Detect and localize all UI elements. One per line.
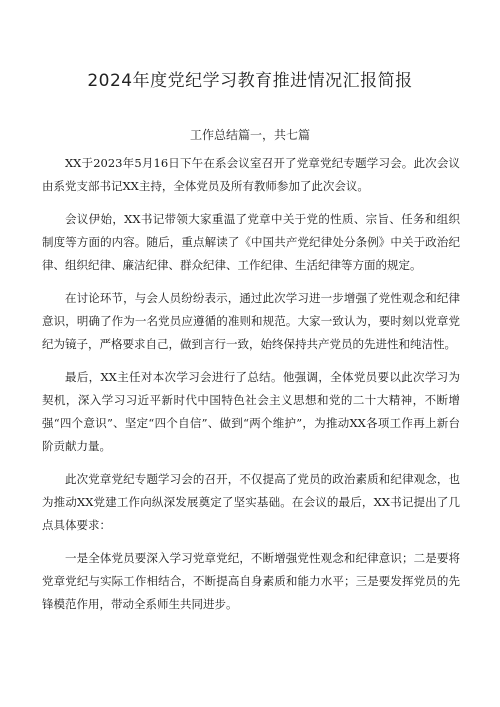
- paragraph-5: 此次党章党纪专题学习会的召开，不仅提高了党员的政治素质和纪律观念，也为推动XX党建工作向纵深发展奠定了坚实基础。在会议的最后，XX书记提出了几点具体要求：: [42, 472, 460, 532]
- document-subtitle: 工作总结篇一，共七篇: [189, 128, 310, 142]
- paragraph-1: XX于2023年5月16日下午在系会议室召开了党章党纪专题学习会。此次会议由系党支部书记XX主持，全体党员及所有教师参加了此次会议。: [42, 156, 460, 193]
- paragraph-6: 一是全体党员要深入学习党章党纪，不断增强党性观念和纪律意识；二是要将党章党纪与实际工作相结合，不断提高自身素质和能力水平；三是要发挥党员的先锋模范作用，带动全系师生共同进步。: [42, 551, 460, 611]
- document-body: [42, 152, 460, 626]
- paragraph-2: 会议伊始，XX书记带领大家重温了党章中关于党的性质、宗旨、任务和组织制度等方面的内容。随后，重点解读了《中国共产党纪律处分条例》中关于政治纪律、组织纪律、廉洁纪律、群众纪律、工作纪律、生活纪律等方面的规定。: [42, 212, 460, 272]
- paragraph-4: 最后，XX主任对本次学习会进行了总结。他强调，全体党员要以此次学习为契机，深入学习习近平新时代中国特色社会主义思想和党的二十大精神，不断增强“四个意识”、坚定“四个自信”、做到“两个维护”，为推动XX各项工作再上新台阶贡献力量。: [42, 370, 460, 453]
- paragraph-3: 在讨论环节，与会人员纷纷表示，通过此次学习进一步增强了党性观念和纪律意识，明确了作为一名党员应遵循的准则和规范。大家一致认为，要时刻以党章党纪为镜子，严格要求自己，做到言行一致，始终保持共产党员的先进性和纯洁性。: [42, 291, 460, 351]
- document-title: 2024年度党纪学习教育推进情况汇报简报: [87, 71, 413, 91]
